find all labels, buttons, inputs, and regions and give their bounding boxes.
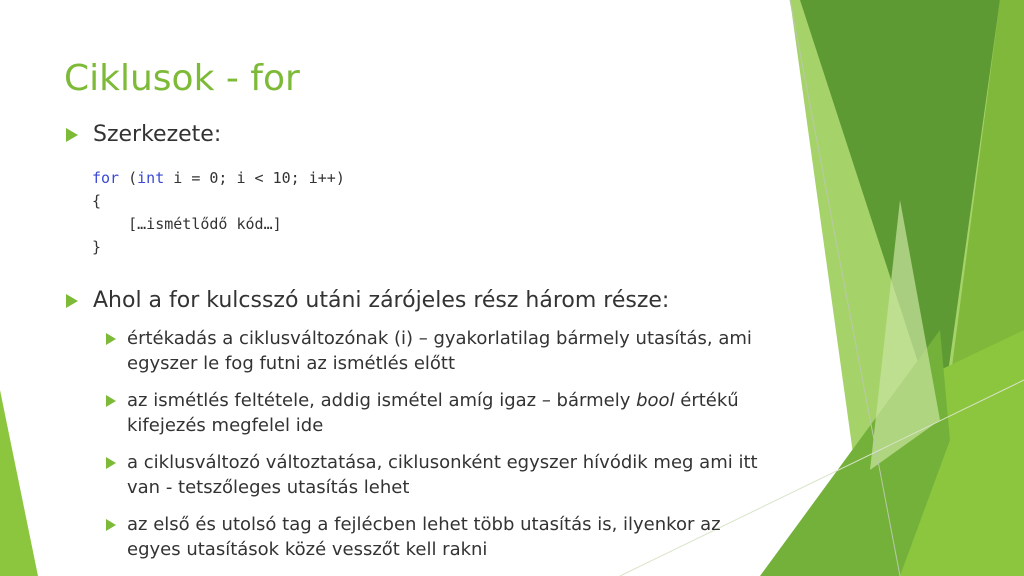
code-text: ( [119,169,138,187]
slide-title: Ciklusok - for [64,58,300,99]
sub-bullet-text: értékű kifejezés megfelel ide [127,390,739,436]
sub-bullet-init: értékadás a ciklusváltozónak (i) – gyakorlatilag bármely utasítás, ami egyszer le fog futni az ismétlés előtt [127,328,752,374]
left-green-sliver [0,390,38,576]
sub-bullet-condition [127,388,777,438]
code-line-open-brace: { [92,192,102,210]
sub-bullet-multi: az első és utolsó tag a fejlécben lehet több utasítás is, ilyenkor az egyes utasítások közé vesszőt kell rakni [127,514,721,560]
sub-bullet-increment: a ciklusváltozó változtatása, ciklusonként egyszer hívódik meg ami itt van - tetszőleges utasítás lehet [127,452,758,498]
sub-bullet-text: az ismétlés feltétele, addig ismétel amíg igaz – bármely [127,390,637,411]
sub-bullet-italic: bool [636,390,675,411]
code-keyword-for: for [92,169,120,187]
sub-bullet-arrow-icon [106,457,116,469]
code-line-close-brace: } [92,238,102,256]
bullet-structure: Szerkezete: [93,122,222,147]
code-keyword-int: int [137,169,165,187]
code-block [92,167,345,259]
bullet-parts: Ahol a for kulcsszó utáni zárójeles rész három része: [93,288,670,313]
code-text: i = 0; i < 10; i++) [164,169,345,187]
sub-bullet-arrow-icon [106,395,116,407]
sub-bullet-arrow-icon [106,333,116,345]
bullet-arrow-icon [66,294,78,308]
bullet-arrow-icon [66,128,78,142]
code-line-body: […ismétlődő kód…] [92,215,282,233]
sub-bullet-arrow-icon [106,519,116,531]
